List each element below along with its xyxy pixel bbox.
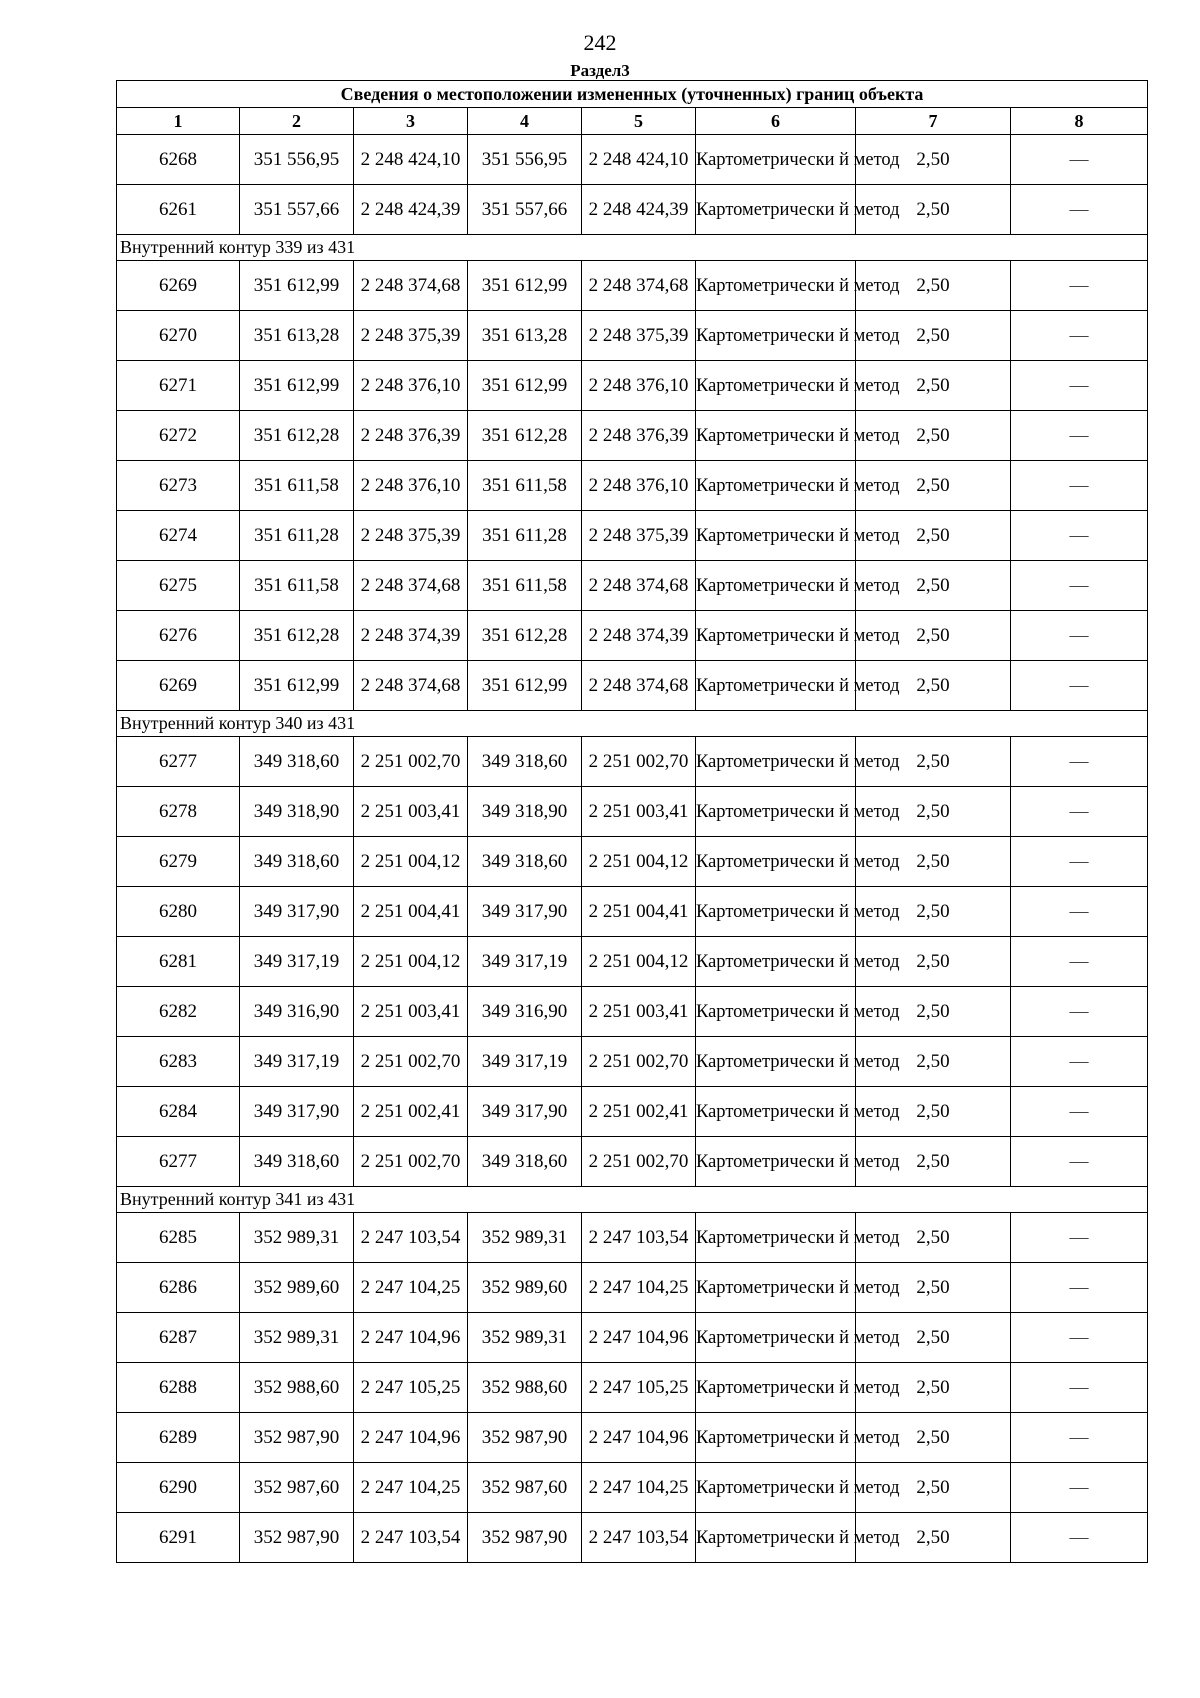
x-old-cell: 351 612,99 xyxy=(240,261,354,311)
accuracy-cell: 2,50 xyxy=(856,261,1011,311)
x-old-cell: 351 611,58 xyxy=(240,461,354,511)
x-new-cell: 349 317,19 xyxy=(468,1037,582,1087)
note-cell: — xyxy=(1011,511,1148,561)
point-number-cell: 6275 xyxy=(117,561,240,611)
x-new-cell: 351 557,66 xyxy=(468,185,582,235)
y-new-cell: 2 248 424,39 xyxy=(582,185,696,235)
y-new-cell: 2 251 004,12 xyxy=(582,937,696,987)
note-cell: — xyxy=(1011,661,1148,711)
y-new-cell: 2 248 374,68 xyxy=(582,661,696,711)
x-new-cell: 349 318,60 xyxy=(468,837,582,887)
y-new-cell: 2 248 374,68 xyxy=(582,561,696,611)
x-new-cell: 351 611,58 xyxy=(468,461,582,511)
point-number-cell: 6284 xyxy=(117,1087,240,1137)
accuracy-cell: 2,50 xyxy=(856,311,1011,361)
x-old-cell: 352 989,31 xyxy=(240,1313,354,1363)
x-old-cell: 349 316,90 xyxy=(240,987,354,1037)
accuracy-cell: 2,50 xyxy=(856,511,1011,561)
x-new-cell: 352 988,60 xyxy=(468,1363,582,1413)
note-cell: — xyxy=(1011,987,1148,1037)
note-cell: — xyxy=(1011,261,1148,311)
y-old-cell: 2 247 104,96 xyxy=(354,1413,468,1463)
note-cell: — xyxy=(1011,461,1148,511)
table-row xyxy=(117,135,1148,185)
column-number: 8 xyxy=(1011,108,1148,135)
table-row xyxy=(117,1363,1148,1413)
column-number: 6 xyxy=(696,108,856,135)
y-new-cell: 2 251 002,70 xyxy=(582,1137,696,1187)
table-row xyxy=(117,937,1148,987)
y-old-cell: 2 247 104,25 xyxy=(354,1263,468,1313)
x-old-cell: 349 317,90 xyxy=(240,1087,354,1137)
y-new-cell: 2 248 375,39 xyxy=(582,511,696,561)
x-new-cell: 351 612,28 xyxy=(468,611,582,661)
y-new-cell: 2 251 002,41 xyxy=(582,1087,696,1137)
note-cell: — xyxy=(1011,887,1148,937)
contour-header-row xyxy=(117,711,1148,737)
y-new-cell: 2 251 003,41 xyxy=(582,787,696,837)
point-number-cell: 6280 xyxy=(117,887,240,937)
y-old-cell: 2 251 003,41 xyxy=(354,987,468,1037)
table-row xyxy=(117,1263,1148,1313)
y-old-cell: 2 248 374,68 xyxy=(354,661,468,711)
y-new-cell: 2 247 103,54 xyxy=(582,1213,696,1263)
y-new-cell: 2 248 376,10 xyxy=(582,461,696,511)
y-new-cell: 2 247 105,25 xyxy=(582,1363,696,1413)
table-row xyxy=(117,1137,1148,1187)
point-number-cell: 6277 xyxy=(117,737,240,787)
y-old-cell: 2 247 104,96 xyxy=(354,1313,468,1363)
contour-label: Внутренний контур 339 из 431 xyxy=(117,235,1148,261)
note-cell: — xyxy=(1011,1363,1148,1413)
point-number-cell: 6276 xyxy=(117,611,240,661)
x-old-cell: 349 317,19 xyxy=(240,937,354,987)
section-title: Раздел3 xyxy=(570,61,630,80)
accuracy-cell: 2,50 xyxy=(856,937,1011,987)
y-old-cell: 2 248 376,10 xyxy=(354,361,468,411)
x-new-cell: 349 316,90 xyxy=(468,987,582,1037)
y-old-cell: 2 248 375,39 xyxy=(354,511,468,561)
accuracy-cell: 2,50 xyxy=(856,1263,1011,1313)
y-old-cell: 2 251 002,41 xyxy=(354,1087,468,1137)
x-new-cell: 352 989,60 xyxy=(468,1263,582,1313)
method-cell: Картометрически й метод xyxy=(696,987,856,1037)
x-old-cell: 352 987,90 xyxy=(240,1413,354,1463)
accuracy-cell: 2,50 xyxy=(856,787,1011,837)
column-number-row xyxy=(117,108,1148,135)
x-new-cell: 351 612,99 xyxy=(468,361,582,411)
y-new-cell: 2 251 002,70 xyxy=(582,1037,696,1087)
table-caption-row xyxy=(117,81,1148,108)
table-caption: Сведения о местоположении измененных (уточненных) границ объекта xyxy=(117,81,1148,108)
contour-header-row xyxy=(117,1187,1148,1213)
accuracy-cell: 2,50 xyxy=(856,611,1011,661)
method-cell: Картометрически й метод xyxy=(696,1137,856,1187)
y-old-cell: 2 251 004,12 xyxy=(354,837,468,887)
y-old-cell: 2 251 002,70 xyxy=(354,1037,468,1087)
table-row xyxy=(117,361,1148,411)
point-number-cell: 6268 xyxy=(117,135,240,185)
note-cell: — xyxy=(1011,135,1148,185)
method-cell: Картометрически й метод xyxy=(696,411,856,461)
table-row xyxy=(117,737,1148,787)
contour-header-row xyxy=(117,235,1148,261)
method-cell: Картометрически й метод xyxy=(696,1413,856,1463)
point-number-cell: 6287 xyxy=(117,1313,240,1363)
point-number-cell: 6277 xyxy=(117,1137,240,1187)
method-cell: Картометрически й метод xyxy=(696,1313,856,1363)
table-row xyxy=(117,185,1148,235)
accuracy-cell: 2,50 xyxy=(856,987,1011,1037)
x-old-cell: 351 612,28 xyxy=(240,411,354,461)
note-cell: — xyxy=(1011,185,1148,235)
accuracy-cell: 2,50 xyxy=(856,1313,1011,1363)
accuracy-cell: 2,50 xyxy=(856,837,1011,887)
x-new-cell: 351 611,58 xyxy=(468,561,582,611)
x-old-cell: 351 612,99 xyxy=(240,661,354,711)
note-cell: — xyxy=(1011,361,1148,411)
y-new-cell: 2 247 104,25 xyxy=(582,1463,696,1513)
accuracy-cell: 2,50 xyxy=(856,461,1011,511)
point-number-cell: 6271 xyxy=(117,361,240,411)
accuracy-cell: 2,50 xyxy=(856,1037,1011,1087)
y-old-cell: 2 247 103,54 xyxy=(354,1213,468,1263)
accuracy-cell: 2,50 xyxy=(856,361,1011,411)
coordinates-table xyxy=(116,80,1148,1563)
method-cell: Картометрически й метод xyxy=(696,261,856,311)
method-cell: Картометрически й метод xyxy=(696,887,856,937)
table-row xyxy=(117,561,1148,611)
method-cell: Картометрически й метод xyxy=(696,1037,856,1087)
point-number-cell: 6272 xyxy=(117,411,240,461)
y-old-cell: 2 248 375,39 xyxy=(354,311,468,361)
accuracy-cell: 2,50 xyxy=(856,135,1011,185)
table-body xyxy=(117,135,1148,1563)
x-old-cell: 351 557,66 xyxy=(240,185,354,235)
point-number-cell: 6273 xyxy=(117,461,240,511)
column-number: 2 xyxy=(240,108,354,135)
y-new-cell: 2 251 004,41 xyxy=(582,887,696,937)
method-cell: Картометрически й метод xyxy=(696,1263,856,1313)
table-row xyxy=(117,1037,1148,1087)
method-cell: Картометрически й метод xyxy=(696,1513,856,1563)
accuracy-cell: 2,50 xyxy=(856,1137,1011,1187)
point-number-cell: 6283 xyxy=(117,1037,240,1087)
y-new-cell: 2 248 374,39 xyxy=(582,611,696,661)
point-number-cell: 6289 xyxy=(117,1413,240,1463)
method-cell: Картометрически й метод xyxy=(696,1463,856,1513)
y-old-cell: 2 251 003,41 xyxy=(354,787,468,837)
y-old-cell: 2 248 424,39 xyxy=(354,185,468,235)
y-new-cell: 2 247 103,54 xyxy=(582,1513,696,1563)
accuracy-cell: 2,50 xyxy=(856,411,1011,461)
column-number: 7 xyxy=(856,108,1011,135)
table-row xyxy=(117,887,1148,937)
x-old-cell: 349 317,19 xyxy=(240,1037,354,1087)
column-number: 3 xyxy=(354,108,468,135)
x-old-cell: 352 987,60 xyxy=(240,1463,354,1513)
note-cell: — xyxy=(1011,1413,1148,1463)
page-number: 242 xyxy=(583,30,617,55)
x-old-cell: 349 318,60 xyxy=(240,737,354,787)
contour-label: Внутренний контур 340 из 431 xyxy=(117,711,1148,737)
method-cell: Картометрически й метод xyxy=(696,737,856,787)
table-row xyxy=(117,1213,1148,1263)
method-cell: Картометрически й метод xyxy=(696,511,856,561)
x-new-cell: 352 989,31 xyxy=(468,1313,582,1363)
y-old-cell: 2 247 104,25 xyxy=(354,1463,468,1513)
x-new-cell: 352 987,90 xyxy=(468,1413,582,1463)
x-new-cell: 349 318,60 xyxy=(468,737,582,787)
x-old-cell: 351 611,58 xyxy=(240,561,354,611)
method-cell: Картометрически й метод xyxy=(696,461,856,511)
table-row xyxy=(117,261,1148,311)
method-cell: Картометрически й метод xyxy=(696,561,856,611)
accuracy-cell: 2,50 xyxy=(856,1087,1011,1137)
note-cell: — xyxy=(1011,1213,1148,1263)
note-cell: — xyxy=(1011,737,1148,787)
x-old-cell: 352 989,31 xyxy=(240,1213,354,1263)
point-number-cell: 6291 xyxy=(117,1513,240,1563)
x-new-cell: 351 612,99 xyxy=(468,261,582,311)
y-old-cell: 2 248 374,39 xyxy=(354,611,468,661)
note-cell: — xyxy=(1011,1313,1148,1363)
accuracy-cell: 2,50 xyxy=(856,185,1011,235)
note-cell: — xyxy=(1011,1263,1148,1313)
x-new-cell: 351 556,95 xyxy=(468,135,582,185)
y-new-cell: 2 251 004,12 xyxy=(582,837,696,887)
method-cell: Картометрически й метод xyxy=(696,611,856,661)
point-number-cell: 6269 xyxy=(117,661,240,711)
y-old-cell: 2 251 002,70 xyxy=(354,737,468,787)
y-old-cell: 2 248 376,39 xyxy=(354,411,468,461)
y-old-cell: 2 251 004,12 xyxy=(354,937,468,987)
contour-label: Внутренний контур 341 из 431 xyxy=(117,1187,1148,1213)
x-old-cell: 352 988,60 xyxy=(240,1363,354,1413)
x-old-cell: 351 611,28 xyxy=(240,511,354,561)
note-cell: — xyxy=(1011,1463,1148,1513)
x-new-cell: 352 989,31 xyxy=(468,1213,582,1263)
method-cell: Картометрически й метод xyxy=(696,661,856,711)
table-row xyxy=(117,411,1148,461)
x-new-cell: 351 612,99 xyxy=(468,661,582,711)
point-number-cell: 6288 xyxy=(117,1363,240,1413)
point-number-cell: 6282 xyxy=(117,987,240,1037)
table-row xyxy=(117,1087,1148,1137)
accuracy-cell: 2,50 xyxy=(856,661,1011,711)
y-new-cell: 2 247 104,25 xyxy=(582,1263,696,1313)
table-row xyxy=(117,311,1148,361)
table-row xyxy=(117,461,1148,511)
y-old-cell: 2 248 374,68 xyxy=(354,561,468,611)
note-cell: — xyxy=(1011,1137,1148,1187)
y-new-cell: 2 248 376,10 xyxy=(582,361,696,411)
x-old-cell: 351 612,99 xyxy=(240,361,354,411)
accuracy-cell: 2,50 xyxy=(856,1513,1011,1563)
column-number: 4 xyxy=(468,108,582,135)
method-cell: Картометрически й метод xyxy=(696,787,856,837)
x-old-cell: 351 613,28 xyxy=(240,311,354,361)
method-cell: Картометрически й метод xyxy=(696,185,856,235)
point-number-cell: 6279 xyxy=(117,837,240,887)
point-number-cell: 6281 xyxy=(117,937,240,987)
table-row xyxy=(117,1513,1148,1563)
point-number-cell: 6269 xyxy=(117,261,240,311)
table-row xyxy=(117,1463,1148,1513)
note-cell: — xyxy=(1011,411,1148,461)
y-old-cell: 2 251 004,41 xyxy=(354,887,468,937)
y-new-cell: 2 248 376,39 xyxy=(582,411,696,461)
y-old-cell: 2 247 105,25 xyxy=(354,1363,468,1413)
method-cell: Картометрически й метод xyxy=(696,1087,856,1137)
note-cell: — xyxy=(1011,311,1148,361)
table-row xyxy=(117,511,1148,561)
x-old-cell: 349 318,90 xyxy=(240,787,354,837)
x-new-cell: 349 317,90 xyxy=(468,887,582,937)
x-old-cell: 349 318,60 xyxy=(240,837,354,887)
column-number: 1 xyxy=(117,108,240,135)
method-cell: Картометрически й метод xyxy=(696,1363,856,1413)
note-cell: — xyxy=(1011,611,1148,661)
y-old-cell: 2 248 374,68 xyxy=(354,261,468,311)
x-new-cell: 352 987,90 xyxy=(468,1513,582,1563)
table-row xyxy=(117,1313,1148,1363)
x-new-cell: 349 317,19 xyxy=(468,937,582,987)
x-new-cell: 351 612,28 xyxy=(468,411,582,461)
method-cell: Картометрически й метод xyxy=(696,837,856,887)
x-old-cell: 349 317,90 xyxy=(240,887,354,937)
note-cell: — xyxy=(1011,1513,1148,1563)
y-new-cell: 2 248 375,39 xyxy=(582,311,696,361)
note-cell: — xyxy=(1011,561,1148,611)
column-number: 5 xyxy=(582,108,696,135)
accuracy-cell: 2,50 xyxy=(856,1413,1011,1463)
accuracy-cell: 2,50 xyxy=(856,887,1011,937)
method-cell: Картометрически й метод xyxy=(696,311,856,361)
x-new-cell: 352 987,60 xyxy=(468,1463,582,1513)
table-row xyxy=(117,661,1148,711)
note-cell: — xyxy=(1011,837,1148,887)
point-number-cell: 6274 xyxy=(117,511,240,561)
note-cell: — xyxy=(1011,937,1148,987)
point-number-cell: 6270 xyxy=(117,311,240,361)
accuracy-cell: 2,50 xyxy=(856,737,1011,787)
point-number-cell: 6261 xyxy=(117,185,240,235)
accuracy-cell: 2,50 xyxy=(856,561,1011,611)
y-new-cell: 2 247 104,96 xyxy=(582,1413,696,1463)
y-new-cell: 2 251 003,41 xyxy=(582,987,696,1037)
accuracy-cell: 2,50 xyxy=(856,1363,1011,1413)
x-new-cell: 349 317,90 xyxy=(468,1087,582,1137)
x-old-cell: 351 556,95 xyxy=(240,135,354,185)
method-cell: Картометрически й метод xyxy=(696,1213,856,1263)
note-cell: — xyxy=(1011,1087,1148,1137)
x-new-cell: 351 611,28 xyxy=(468,511,582,561)
table-row xyxy=(117,837,1148,887)
method-cell: Картометрически й метод xyxy=(696,361,856,411)
table-row xyxy=(117,787,1148,837)
x-old-cell: 351 612,28 xyxy=(240,611,354,661)
y-new-cell: 2 248 374,68 xyxy=(582,261,696,311)
y-old-cell: 2 248 376,10 xyxy=(354,461,468,511)
point-number-cell: 6278 xyxy=(117,787,240,837)
x-new-cell: 349 318,60 xyxy=(468,1137,582,1187)
x-new-cell: 351 613,28 xyxy=(468,311,582,361)
note-cell: — xyxy=(1011,1037,1148,1087)
y-new-cell: 2 248 424,10 xyxy=(582,135,696,185)
accuracy-cell: 2,50 xyxy=(856,1463,1011,1513)
table-row xyxy=(117,611,1148,661)
note-cell: — xyxy=(1011,787,1148,837)
y-old-cell: 2 251 002,70 xyxy=(354,1137,468,1187)
x-old-cell: 349 318,60 xyxy=(240,1137,354,1187)
y-new-cell: 2 247 104,96 xyxy=(582,1313,696,1363)
point-number-cell: 6290 xyxy=(117,1463,240,1513)
x-old-cell: 352 987,90 xyxy=(240,1513,354,1563)
point-number-cell: 6285 xyxy=(117,1213,240,1263)
y-old-cell: 2 248 424,10 xyxy=(354,135,468,185)
method-cell: Картометрически й метод xyxy=(696,135,856,185)
method-cell: Картометрически й метод xyxy=(696,937,856,987)
x-old-cell: 352 989,60 xyxy=(240,1263,354,1313)
table-row xyxy=(117,1413,1148,1463)
x-new-cell: 349 318,90 xyxy=(468,787,582,837)
accuracy-cell: 2,50 xyxy=(856,1213,1011,1263)
y-new-cell: 2 251 002,70 xyxy=(582,737,696,787)
point-number-cell: 6286 xyxy=(117,1263,240,1313)
table-row xyxy=(117,987,1148,1037)
y-old-cell: 2 247 103,54 xyxy=(354,1513,468,1563)
